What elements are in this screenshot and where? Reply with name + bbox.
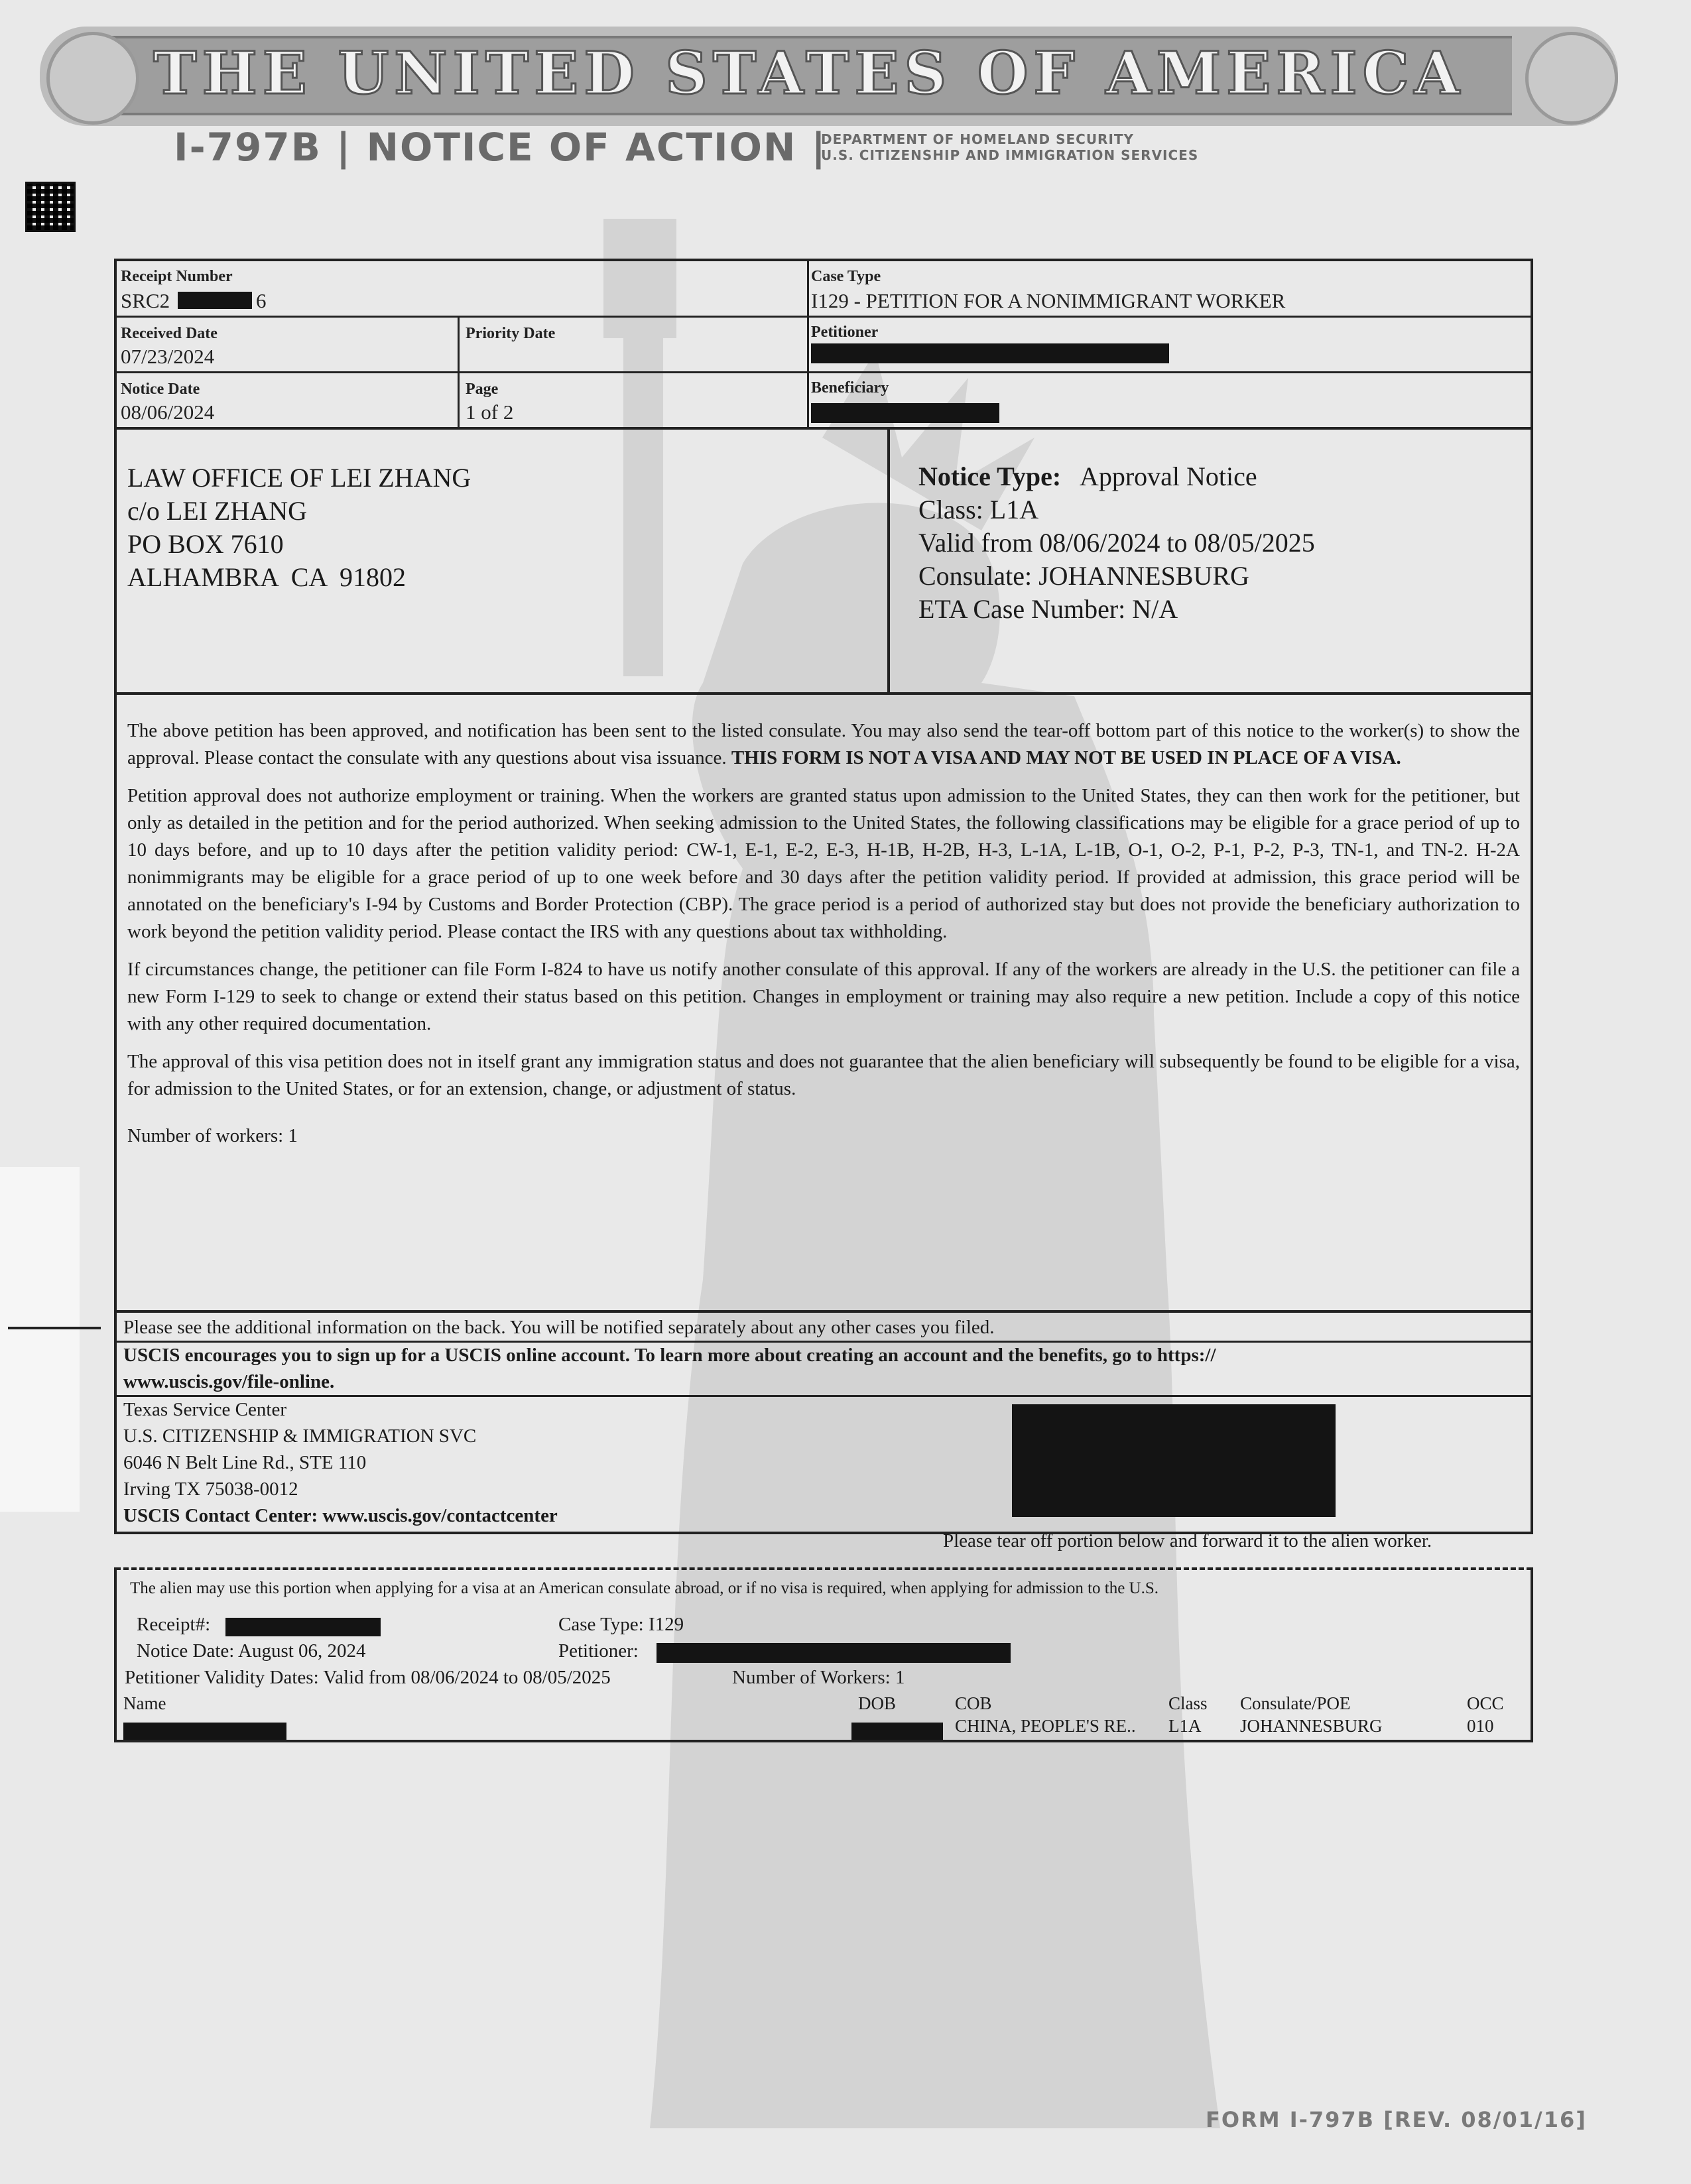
form-title: I-797B | NOTICE OF ACTION | bbox=[174, 125, 827, 170]
address-bottom bbox=[114, 692, 1533, 695]
body-paragraph-2: Petition approval does not authorize employment or training. When the workers are granted status upon admission to the United States, they can then work for the petitioner, but only as detailed in the petition and for the period authorized. When seeking admission to the United States, the following classifications may be eligible for a grace period of up to 10 days before, and up to 10 days after the petition validity period: CW-1, E-1, E-2, E-3, H-1B, H-2B, H-3, L-1A, L-1B, O-1, O-2, P-1, P-2, P-3, TN-1, and TN-2. H-2A nonimmigrants may be eligible for a grace period of up to one week before and 30 days after the petition validity period. If provided at admission, this grace period will be annotated on the beneficiary's I-94 by Customs and Border Protection (CBP). The grace period is a period of authorized stay but does not provide the beneficiary authorization to work beyond the petition validity period. Please contact the IRS with any questions about tax withholding. bbox=[127, 785, 1520, 942]
stub-bottom bbox=[114, 1740, 1533, 1742]
notice-type-row bbox=[918, 460, 1315, 493]
received-date-label: Received Date bbox=[121, 325, 218, 342]
col-name: Name bbox=[123, 1693, 166, 1713]
service-center-line-1: Texas Service Center bbox=[123, 1399, 286, 1420]
notice-type-label: Notice Type: bbox=[918, 461, 1062, 491]
stub-receipt-label: Receipt#: bbox=[137, 1614, 211, 1635]
receipt-number-redaction bbox=[178, 292, 252, 309]
receipt-number-suffix: 6 bbox=[256, 289, 267, 312]
online-account-line-1: USCIS encourages you to sign up for a USCIS online account. To learn more about creating an account and the benefits, go to https:// bbox=[123, 1345, 1216, 1366]
body-p1-text: The above petition has been approved, and notification has been sent to the listed consulate. You may also send the tear-off bottom part of this notice to the worker(s) to show the approval. Please contact the consulate with any questions about visa issuance. bbox=[127, 720, 1520, 768]
priority-date-label: Priority Date bbox=[466, 325, 556, 342]
barcode-icon bbox=[25, 182, 76, 232]
notice-body bbox=[127, 717, 1520, 1160]
barcode-redaction bbox=[1012, 1404, 1336, 1517]
body-paragraph-1 bbox=[127, 717, 1520, 772]
grid-col-main bbox=[807, 259, 809, 428]
contact-center: USCIS Contact Center: www.uscis.gov/contactcenter bbox=[123, 1505, 558, 1526]
stub-name-redaction bbox=[123, 1723, 286, 1740]
notice-date-value: 08/06/2024 bbox=[121, 400, 215, 424]
address-line: LAW OFFICE OF LEI ZHANG bbox=[127, 463, 471, 493]
address-line: c/o LEI ZHANG bbox=[127, 496, 308, 526]
body-paragraph-3: If circumstances change, the petitioner can file Form I-824 to have us notify another consulate of this approval. If any of the workers are already in the U.S. the petitioner can file a new Form I-129 to seek to change or extend their status based on this petition. Changes in employment or training may also require a new petition. Include a copy of this notice with any other required documentation. bbox=[127, 959, 1520, 1034]
additional-info: Please see the additional information on the back. You will be notified separately about any other cases you filed. bbox=[123, 1317, 995, 1338]
rosette-right bbox=[1525, 32, 1618, 125]
receipt-number-label: Receipt Number bbox=[121, 268, 233, 285]
stub-class-value: L1A bbox=[1168, 1716, 1202, 1736]
grid-left bbox=[114, 259, 117, 1534]
beneficiary-label: Beneficiary bbox=[811, 379, 889, 396]
notice-type-value: Approval Notice bbox=[1079, 461, 1257, 491]
case-type-label: Case Type bbox=[811, 268, 881, 285]
notice-summary bbox=[918, 460, 1315, 626]
tear-off-line bbox=[115, 1567, 1532, 1570]
mailing-address bbox=[127, 461, 471, 594]
valid-line: Valid from 08/06/2024 to 08/05/2025 bbox=[918, 528, 1315, 558]
fold-line bbox=[8, 1327, 101, 1329]
stub-petitioner-redaction bbox=[657, 1643, 1011, 1663]
col-occ: OCC bbox=[1467, 1693, 1504, 1713]
form-revision-footer: FORM I-797B [REV. 08/01/16] bbox=[1206, 2107, 1587, 2132]
col-dob: DOB bbox=[858, 1693, 897, 1713]
grid-top bbox=[114, 259, 1533, 261]
eta-line: ETA Case Number: N/A bbox=[918, 594, 1178, 624]
page-value: 1 of 2 bbox=[466, 400, 514, 424]
info-top bbox=[114, 1310, 1533, 1313]
petitioner-redaction bbox=[811, 343, 1169, 363]
stub-right bbox=[1531, 1567, 1533, 1742]
consulate-line: Consulate: JOHANNESBURG bbox=[918, 561, 1249, 591]
tear-off-instruction: Please tear off portion below and forward it to the alien worker. bbox=[943, 1530, 1432, 1551]
address-divider bbox=[887, 428, 890, 694]
department-name bbox=[821, 131, 1198, 163]
page-label: Page bbox=[466, 381, 499, 398]
grid-row-2 bbox=[114, 371, 1533, 373]
stub-receipt-redaction bbox=[225, 1618, 381, 1636]
stub-dob-redaction bbox=[851, 1723, 943, 1740]
service-center-line-3: 6046 N Belt Line Rd., STE 110 bbox=[123, 1452, 367, 1473]
department-line-2: U.S. CITIZENSHIP AND IMMIGRATION SERVICES bbox=[821, 147, 1199, 163]
address-line: PO BOX 7610 bbox=[127, 529, 284, 559]
body-p1-warning: THIS FORM IS NOT A VISA AND MAY NOT BE USED IN PLACE OF A VISA. bbox=[731, 747, 1401, 768]
stub-occ-value: 010 bbox=[1467, 1716, 1494, 1736]
petitioner-label: Petitioner bbox=[811, 324, 879, 341]
case-type-value: I129 - PETITION FOR A NONIMMIGRANT WORKER bbox=[811, 289, 1286, 312]
receipt-number-prefix: SRC2 bbox=[121, 289, 170, 312]
received-date-value: 07/23/2024 bbox=[121, 345, 215, 368]
stub-petitioner-label: Petitioner: bbox=[558, 1640, 639, 1662]
number-of-workers: Number of workers: 1 bbox=[127, 1125, 298, 1146]
stub-cob-value: CHINA, PEOPLE'S RE.. bbox=[955, 1716, 1136, 1736]
grid-row-3 bbox=[114, 427, 1533, 430]
stub-workers: Number of Workers: 1 bbox=[732, 1667, 905, 1688]
stub-notice-date: Notice Date: August 06, 2024 bbox=[137, 1640, 366, 1662]
notice-date-label: Notice Date bbox=[121, 381, 200, 398]
department-line-1: DEPARTMENT OF HOMELAND SECURITY bbox=[821, 131, 1135, 147]
grid-right bbox=[1531, 259, 1533, 1534]
grid-col-sub bbox=[458, 316, 460, 428]
address-line: ALHAMBRA CA 91802 bbox=[127, 562, 407, 592]
online-account-line-2: www.uscis.gov/file-online. bbox=[123, 1371, 335, 1392]
service-center-line-2: U.S. CITIZENSHIP & IMMIGRATION SVC bbox=[123, 1426, 477, 1447]
beneficiary-redaction bbox=[811, 403, 999, 423]
service-top bbox=[114, 1395, 1533, 1397]
service-center-line-4: Irving TX 75038-0012 bbox=[123, 1479, 298, 1500]
col-cob: COB bbox=[955, 1693, 992, 1713]
stub-intro: The alien may use this portion when applying for a visa at an American consulate abroad, or if no visa is required, when applying for admission to the U.S. bbox=[130, 1579, 1159, 1597]
grid-row-1 bbox=[114, 316, 1533, 318]
stub-consulate-value: JOHANNESBURG bbox=[1240, 1716, 1383, 1736]
class-line: Class: L1A bbox=[918, 495, 1039, 524]
fold-mark bbox=[0, 1167, 80, 1512]
stub-left bbox=[114, 1567, 117, 1742]
body-paragraph-4: The approval of this visa petition does not in itself grant any immigration status and does not guarantee that the alien beneficiary will subsequently be found to be eligible for a visa, for admission to the United States, or for an extension, change, or adjustment of status. bbox=[127, 1051, 1520, 1099]
col-class: Class bbox=[1168, 1693, 1208, 1713]
banner-title: THE UNITED STATES OF AMERICA bbox=[153, 38, 1465, 107]
stub-validity: Petitioner Validity Dates: Valid from 08/06/2024 to 08/05/2025 bbox=[125, 1667, 611, 1688]
col-consulate: Consulate/POE bbox=[1240, 1693, 1351, 1713]
stub-case-type: Case Type: I129 bbox=[558, 1614, 684, 1635]
